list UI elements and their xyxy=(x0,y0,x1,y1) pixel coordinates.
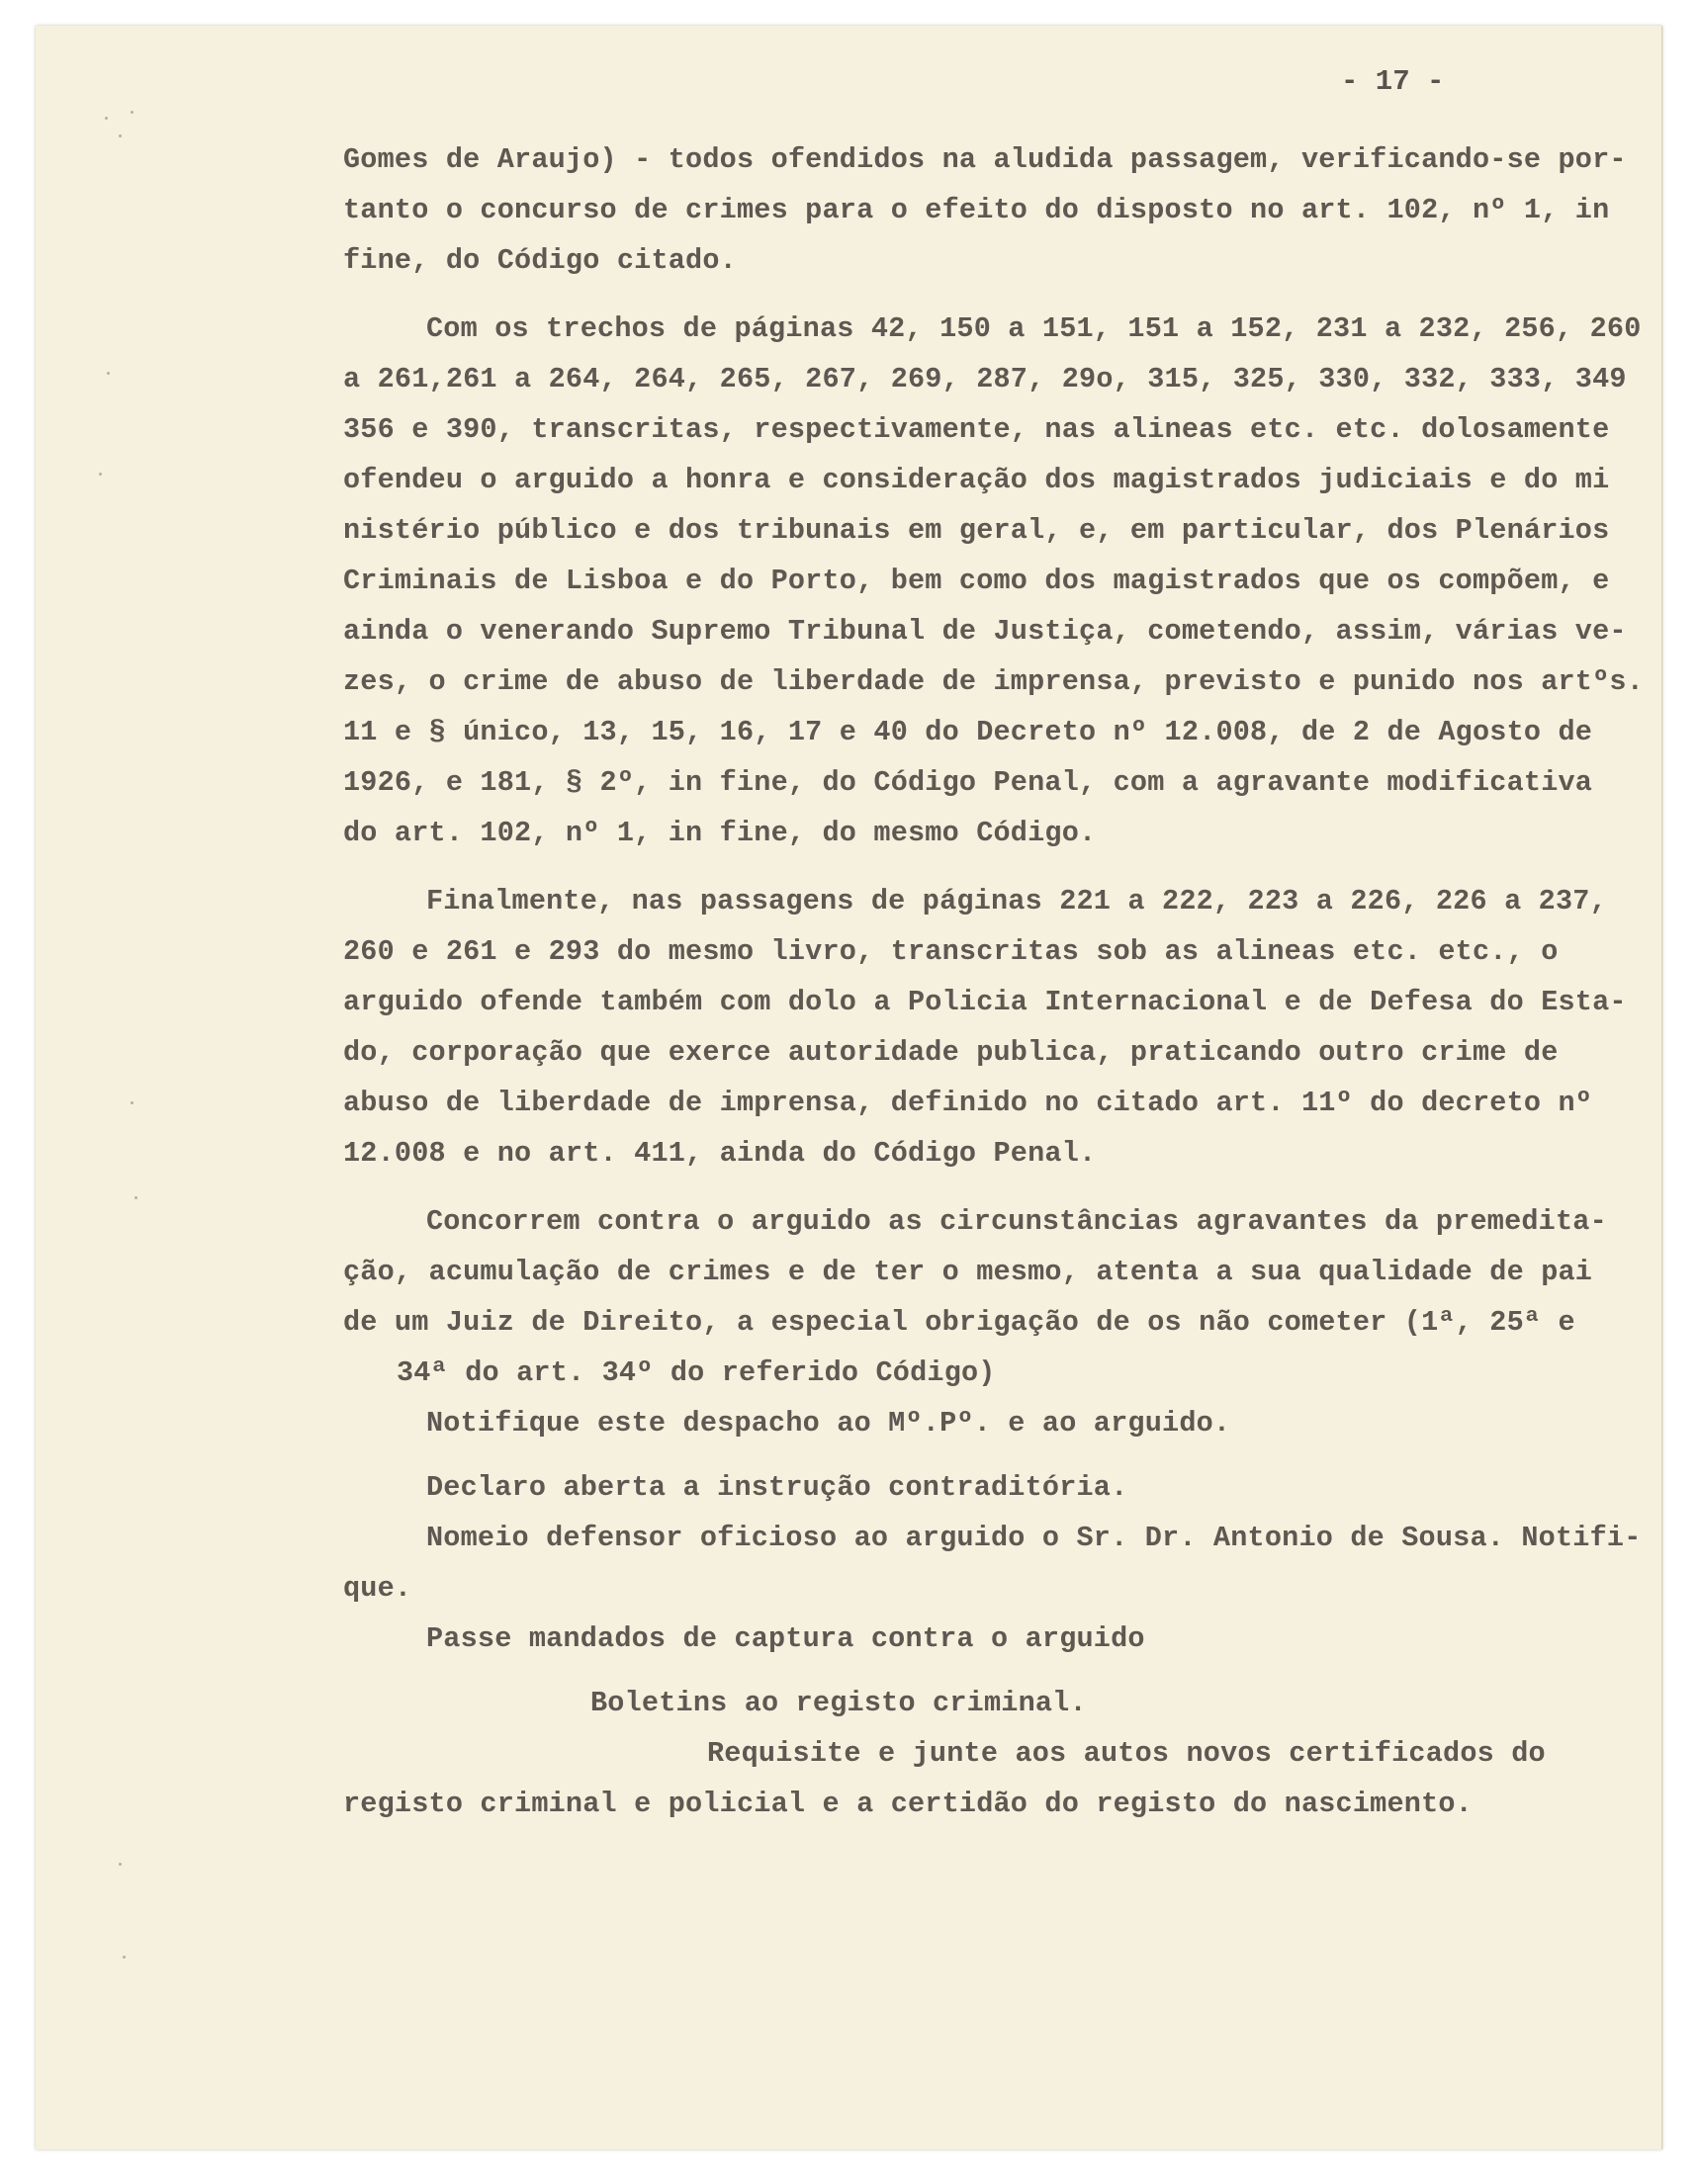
text-line: registo criminal e policial e a certidão do registo do nascimento. xyxy=(343,1788,1473,1820)
text-line: de um Juiz de Direito, a especial obrigação de os não cometer (1ª, 25ª e xyxy=(343,1306,1575,1339)
text-line: Com os trechos de páginas 42, 150 a 151, 151 a 152, 231 a 232, 256, 260 xyxy=(426,312,1642,345)
text-line: tanto o concurso de crimes para o efeito do disposto no art. 102, nº 1, in xyxy=(343,194,1610,226)
text-line: do art. 102, nº 1, in fine, do mesmo Código. xyxy=(343,817,1097,849)
text-line: Finalmente, nas passagens de páginas 221 a 222, 223 a 226, 226 a 237, xyxy=(426,885,1607,917)
text-line: 12.008 e no art. 411, ainda do Código Penal. xyxy=(343,1137,1097,1170)
text-line: Boletins ao registo criminal. xyxy=(590,1687,1087,1719)
page-number: - 17 - xyxy=(1341,65,1445,98)
text-line: 260 e 261 e 293 do mesmo livro, transcritas sob as alineas etc. etc., o xyxy=(343,935,1559,968)
text-line: 34ª do art. 34º do referido Código) xyxy=(397,1356,996,1389)
text-line: abuso de liberdade de imprensa, definido no citado art. 11º do decreto nº xyxy=(343,1087,1593,1119)
text-line: nistério público e dos tribunais em geral, e, em particular, dos Plenários xyxy=(343,514,1610,547)
text-line: 1926, e 181, § 2º, in fine, do Código Penal, com a agravante modificativa xyxy=(343,766,1593,799)
text-line: Concorrem contra o arguido as circunstâncias agravantes da premedita- xyxy=(426,1205,1607,1238)
text-line: Criminais de Lisboa e do Porto, bem como dos magistrados que os compõem, e xyxy=(343,565,1610,597)
text-line: do, corporação que exerce autoridade publica, praticando outro crime de xyxy=(343,1036,1559,1069)
text-line: Nomeio defensor oficioso ao arguido o Sr. Dr. Antonio de Sousa. Notifi- xyxy=(426,1522,1642,1554)
text-line: Requisite e junte aos autos novos certificados do xyxy=(707,1737,1546,1770)
text-line: 11 e § único, 13, 15, 16, 17 e 40 do Decreto nº 12.008, de 2 de Agosto de xyxy=(343,716,1593,748)
document-body xyxy=(343,134,1645,1829)
text-line: ção, acumulação de crimes e de ter o mesmo, atenta a sua qualidade de pai xyxy=(343,1256,1593,1288)
text-line: Passe mandados de captura contra o arguido xyxy=(426,1622,1145,1655)
text-line: Gomes de Araujo) - todos ofendidos na aludida passagem, verificando-se por- xyxy=(343,143,1627,176)
text-line: zes, o crime de abuso de liberdade de imprensa, previsto e punido nos artºs. xyxy=(343,665,1645,698)
text-line: Notifique este despacho ao Mº.Pº. e ao arguido. xyxy=(426,1407,1231,1440)
text-line: a 261,261 a 264, 264, 265, 267, 269, 287, 29o, 315, 325, 330, 332, 333, 349 xyxy=(343,363,1627,395)
text-line: ainda o venerando Supremo Tribunal de Justiça, cometendo, assim, várias ve- xyxy=(343,615,1627,648)
text-line: 356 e 390, transcritas, respectivamente, nas alineas etc. etc. dolosamente xyxy=(343,413,1610,446)
text-line: arguido ofende também com dolo a Policia Internacional e de Defesa do Esta- xyxy=(343,986,1627,1018)
text-line: Declaro aberta a instrução contraditória. xyxy=(426,1471,1128,1504)
text-line: fine, do Código citado. xyxy=(343,244,737,277)
text-line: ofendeu o arguido a honra e consideração dos magistrados judiciais e do mi xyxy=(343,464,1610,496)
text-line: que. xyxy=(343,1572,412,1605)
